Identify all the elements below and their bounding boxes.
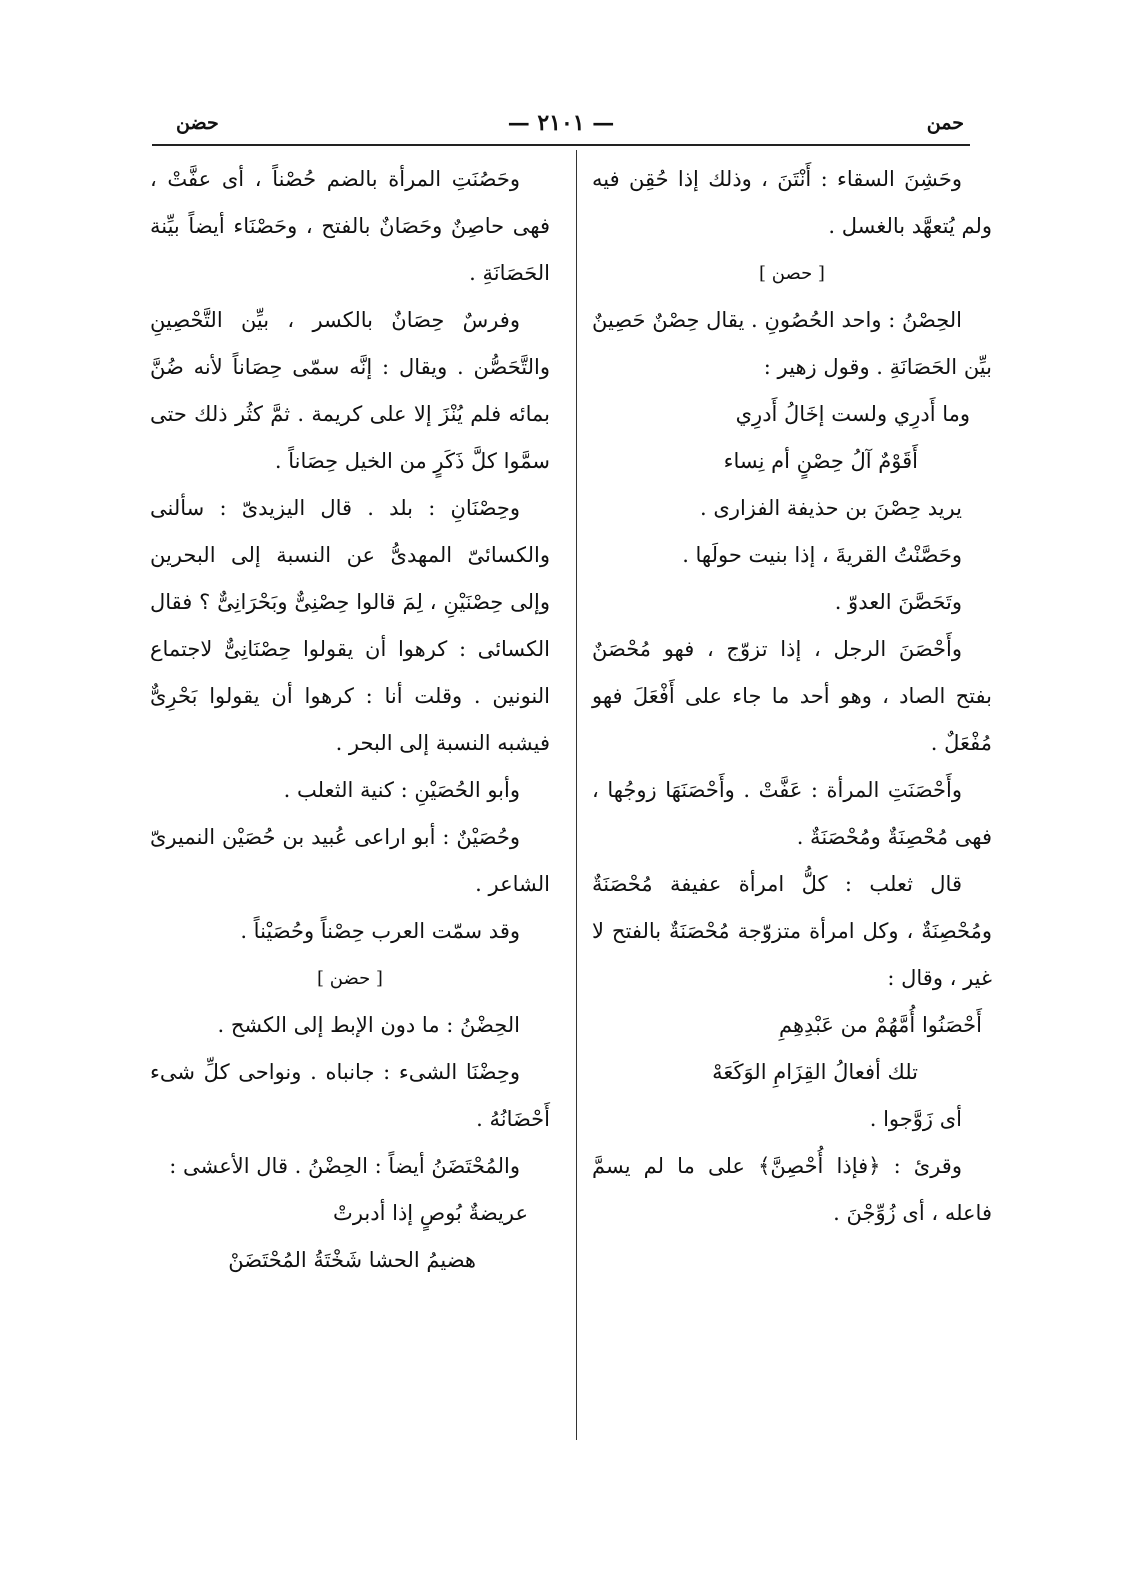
paragraph: وقد سمّت العرب حِصْناً وحُصَيْناً .: [240, 919, 520, 943]
column-divider: [576, 150, 577, 1440]
entry-heading: [ حصن ]: [759, 263, 825, 284]
verse-line: وما أَدرِي ولست إخَالُ أَدرِي: [735, 402, 970, 426]
page-number: — ٢١٠١ —: [507, 110, 615, 136]
paragraph: يريد حِصْنَ بن حذيفة الفزارى .: [700, 496, 962, 520]
paragraph: وحَصُنَتِ المرأة بالضم حُصْناً ، أى عفَّتْ ، فهى حاصِنٌ وحَصَانٌ بالفتح ، وحَصْنَاء أيضاً بيِّنة الحَصَانَةِ .: [150, 167, 550, 285]
paragraph: وحَشِنَ السقاء : أَنْتَنَ ، وذلك إذا حُقِن فيه ولم يُتعهَّد بالغسل .: [592, 167, 992, 238]
paragraph: وأبو الحُصَيْنِ : كنية الثعلب .: [283, 778, 520, 802]
verse-line: أَقَوْمٌ آلُ حِصْنٍ أم نِساء: [723, 449, 918, 473]
verse-line: تلك أفعالُ القِزَامِ الوَكَعَهْ: [712, 1060, 918, 1084]
verse-line: عريضةٌ بُوصٍ إذا أدبرتْ: [333, 1201, 528, 1225]
paragraph: وحِضْنَا الشىء : جانباه . ونواحى كلِّ شىء أَحْضَانُهُ .: [150, 1060, 550, 1131]
paragraph: وأَحْصَنَ الرجل ، إذا تزوّج ، فهو مُحْصَنٌ بفتح الصاد ، وهو أحد ما جاء على أَفْعَلَ فهو مُفْعَلٌ .: [592, 637, 992, 755]
paragraph: وحَصَّنْتُ القريةَ ، إذا بنيت حولَها .: [682, 543, 962, 567]
verse-line: هضيمُ الحشا شَخْتَةُ المُحْتَضَنْ: [228, 1248, 476, 1272]
paragraph: وحُصَيْنٌ : أبو اراعى عُبيد بن حُصَيْن النميرىّ الشاعر .: [150, 825, 550, 896]
paragraph: وحِصْنَانِ : بلد . قال اليزيدىّ : سألنى والكسائىّ المهدىُّ عن النسبة إلى البحرين وإلى حِصْنَيْنِ ، لِمَ قالوا حِصْنِىٌّ وبَحْرَانِىٌّ ؟ فقال الكسائى : كرهوا أن يقولوا حِصْنَانِىٌّ لاجتماع النونين . وقلت أنا : كرهوا أن يقولوا بَحْرِىٌّ فيشبه النسبة إلى البحر .: [150, 496, 550, 755]
paragraph: وأَحْصَنَتِ المرأة : عَفَّتْ . وأَحْصَنَهَا زوجُها ، فهى مُحْصِنَةٌ ومُحْصَنَةٌ .: [592, 778, 992, 849]
header-keyword-left: حضن: [176, 112, 219, 134]
left-column: [150, 156, 550, 1446]
right-column: [592, 156, 992, 1446]
verse-line: أَحْصَنُوا أُمَّهُمْ من عَبْدِهِمِ: [779, 1013, 982, 1037]
paragraph: وقرئ : ﴿فإذا أُحْصِنَّ﴾ على ما لم يسمَّ فاعله ، أى زُوِّجْنَ .: [592, 1154, 992, 1225]
paragraph: وفرسٌ حِصَانٌ بالكسر ، بيِّن التَّحْصِينِ والتَّحَصُّن . ويقال : إنَّه سمّى حِصَاناً لأنه ضُنَّ بمائه فلم يُنْزَ إلا على كريمة . ثمَّ كثُر ذلك حتى سمَّوا كلَّ ذَكَرٍ من الخيل حِصَاناً .: [150, 308, 550, 473]
paragraph: الحِصْنُ : واحد الحُصُونِ . يقال حِصْنٌ حَصِينٌ بيِّن الحَصَانَةِ . وقول زهير :: [592, 308, 992, 379]
paragraph: الحِضْنُ : ما دون الإبط إلى الكشح .: [217, 1013, 520, 1037]
page-header: [152, 108, 970, 146]
paragraph: والمُحْتَضَنُ أيضاً : الحِضْنُ . قال الأعشى :: [169, 1154, 520, 1178]
paragraph: وتَحَصَّنَ العدوّ .: [834, 590, 962, 614]
paragraph: قال ثعلب : كلُّ امرأة عفيفة مُحْصَنَةٌ ومُحْصِنَةٌ ، وكل امرأة متزوّجة مُحْصَنَةٌ بالفتح لا غير ، وقال :: [592, 872, 992, 990]
entry-heading: [ حضن ]: [317, 968, 383, 989]
header-keyword-right: حمن: [926, 112, 964, 134]
paragraph: أى زَوَّجوا .: [869, 1107, 962, 1131]
